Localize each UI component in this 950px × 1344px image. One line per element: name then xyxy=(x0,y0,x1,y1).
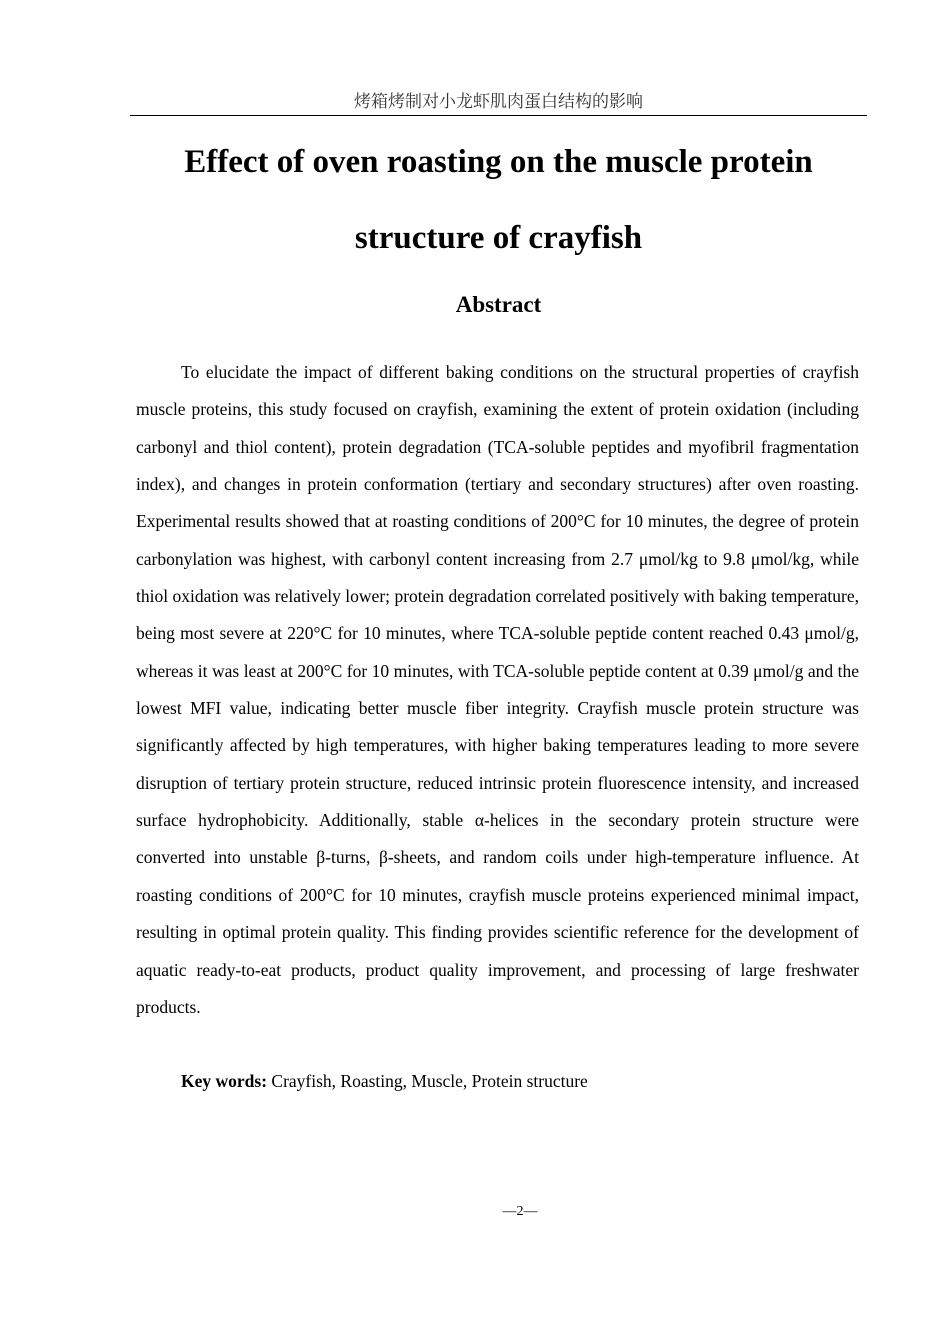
keywords-label: Key words: xyxy=(181,1071,268,1091)
running-header-title: 烤箱烤制对小龙虾肌肉蛋白结构的影响 xyxy=(354,92,643,112)
paper-title-line-2: structure of crayfish xyxy=(354,220,643,256)
keywords-text: Crayfish, Roasting, Muscle, Protein structure xyxy=(267,1071,588,1091)
keywords xyxy=(136,1064,859,1098)
paper-title-line-1: Effect of oven roasting on the muscle protein xyxy=(184,144,813,180)
running-header xyxy=(130,89,867,116)
paper-title xyxy=(130,124,867,276)
abstract-body: To elucidate the impact of different baking conditions on the structural properties of crayfish muscle proteins, this study focused on crayfish, examining the extent of protein oxidation (including carbonyl and thiol content), protein degradation (TCA-soluble peptides and myofibril fragmentation index), and changes in protein conformation (tertiary and secondary structures) after oven roasting. Experimental results showed that at roasting conditions of 200°C for 10 minutes, the degree of protein carbonylation was highest, with carbonyl content increasing from 2.7 μmol/kg to 9.8 μmol/kg, while thiol oxidation was relatively lower; protein degradation correlated positively with baking temperature, being most severe at 220°C for 10 minutes, where TCA-soluble peptide content reached 0.43 μmol/g, whereas it was least at 200°C for 10 minutes, with TCA-soluble peptide content at 0.39 μmol/g and the lowest MFI value, indicating better muscle fiber integrity. Crayfish muscle protein structure was significantly affected by high temperatures, with higher baking temperatures leading to more severe disruption of tertiary protein structure, reduced intrinsic protein fluorescence intensity, and increased surface hydrophobicity. Additionally, stable α-helices in the secondary protein structure were converted into unstable β-turns, β-sheets, and random coils under high-temperature influence. At roasting conditions of 200°C for 10 minutes, crayfish muscle proteins experienced minimal impact, resulting in optimal protein quality. This finding provides scientific reference for the development of aquatic ready-to-eat products, product quality improvement, and processing of large freshwater products. xyxy=(136,362,859,1017)
page-number: —2— xyxy=(502,1204,538,1219)
abstract-heading: Abstract xyxy=(455,292,542,317)
